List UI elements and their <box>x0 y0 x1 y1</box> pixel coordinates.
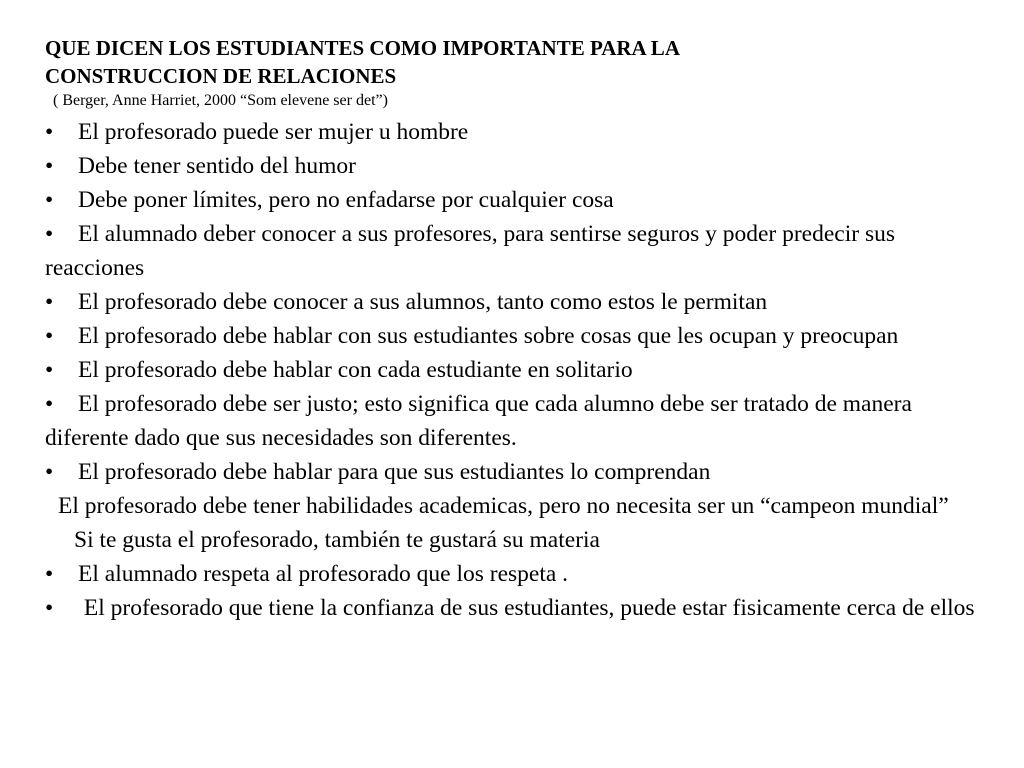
list-item-text: El profesorado debe conocer a sus alumnos, tanto como estos le permitan <box>78 289 768 315</box>
bullet-icon: • <box>45 221 54 247</box>
bullet-icon: • <box>45 459 54 485</box>
list-item-text: Debe poner límites, pero no enfadarse por cualquier cosa <box>78 187 614 213</box>
list-item-text: El profesorado debe hablar para que sus estudiantes lo comprendan <box>78 459 711 485</box>
list-item-text: El profesorado debe hablar con sus estudiantes sobre cosas que les ocupan y preocupan <box>78 323 899 349</box>
list-item-9 <box>45 455 1000 489</box>
bullet-icon: • <box>45 595 54 621</box>
list-item-6 <box>45 319 1000 353</box>
list-item-text: El alumnado respeta al profesorado que los respeta . <box>78 561 569 587</box>
list-item-13 <box>45 591 1000 625</box>
list-item-text: Debe tener sentido del humor <box>78 153 356 179</box>
title-line-2: CONSTRUCCION DE RELACIONES <box>45 64 397 88</box>
list-item-3 <box>45 183 1000 217</box>
list-item-7 <box>45 353 1000 387</box>
bullet-icon: • <box>45 119 54 145</box>
list-item-text: El profesorado que tiene la confianza de sus estudiantes, puede estar fisicamente cerca de ellos <box>78 595 975 621</box>
list-item-8 <box>45 387 1000 455</box>
bullet-icon: • <box>45 289 54 315</box>
list-item-text: El profesorado debe ser justo; esto significa que cada alumno debe ser tratado de manera diferente dado que sus necesidades son diferentes. <box>45 391 912 451</box>
list-item-text: El profesorado puede ser mujer u hombre <box>78 119 469 145</box>
bullet-icon: • <box>45 391 54 417</box>
bullet-icon: • <box>45 153 54 179</box>
bullet-icon: • <box>45 357 54 383</box>
slide-title <box>45 34 1000 90</box>
list-item-text: El profesorado debe tener habilidades academicas, pero no necesita ser un “campeon mundial” <box>58 493 949 519</box>
citation: ( Berger, Anne Harriet, 2000 “Som elevene ser det”) <box>53 92 388 109</box>
title-line-1: QUE DICEN LOS ESTUDIANTES COMO IMPORTANTE PARA LA <box>45 36 680 60</box>
list-item-text: Si te gusta el profesorado, también te gustará su materia <box>74 527 600 553</box>
list-item-1 <box>45 115 1000 149</box>
bullet-icon: • <box>45 323 54 349</box>
list-item-text: El alumnado deber conocer a sus profesores, para sentirse seguros y poder predecir sus reacciones <box>45 221 895 281</box>
bullet-list <box>45 115 1000 625</box>
list-item-4 <box>45 217 1000 285</box>
list-item-12 <box>45 557 1000 591</box>
list-item-10 <box>45 489 1000 523</box>
list-item-5 <box>45 285 1000 319</box>
bullet-icon: • <box>45 187 54 213</box>
list-item-2 <box>45 149 1000 183</box>
list-item-11 <box>45 523 1000 557</box>
list-item-text: El profesorado debe hablar con cada estudiante en solitario <box>78 357 633 383</box>
slide-content <box>45 34 1000 625</box>
bullet-icon: • <box>45 561 54 587</box>
